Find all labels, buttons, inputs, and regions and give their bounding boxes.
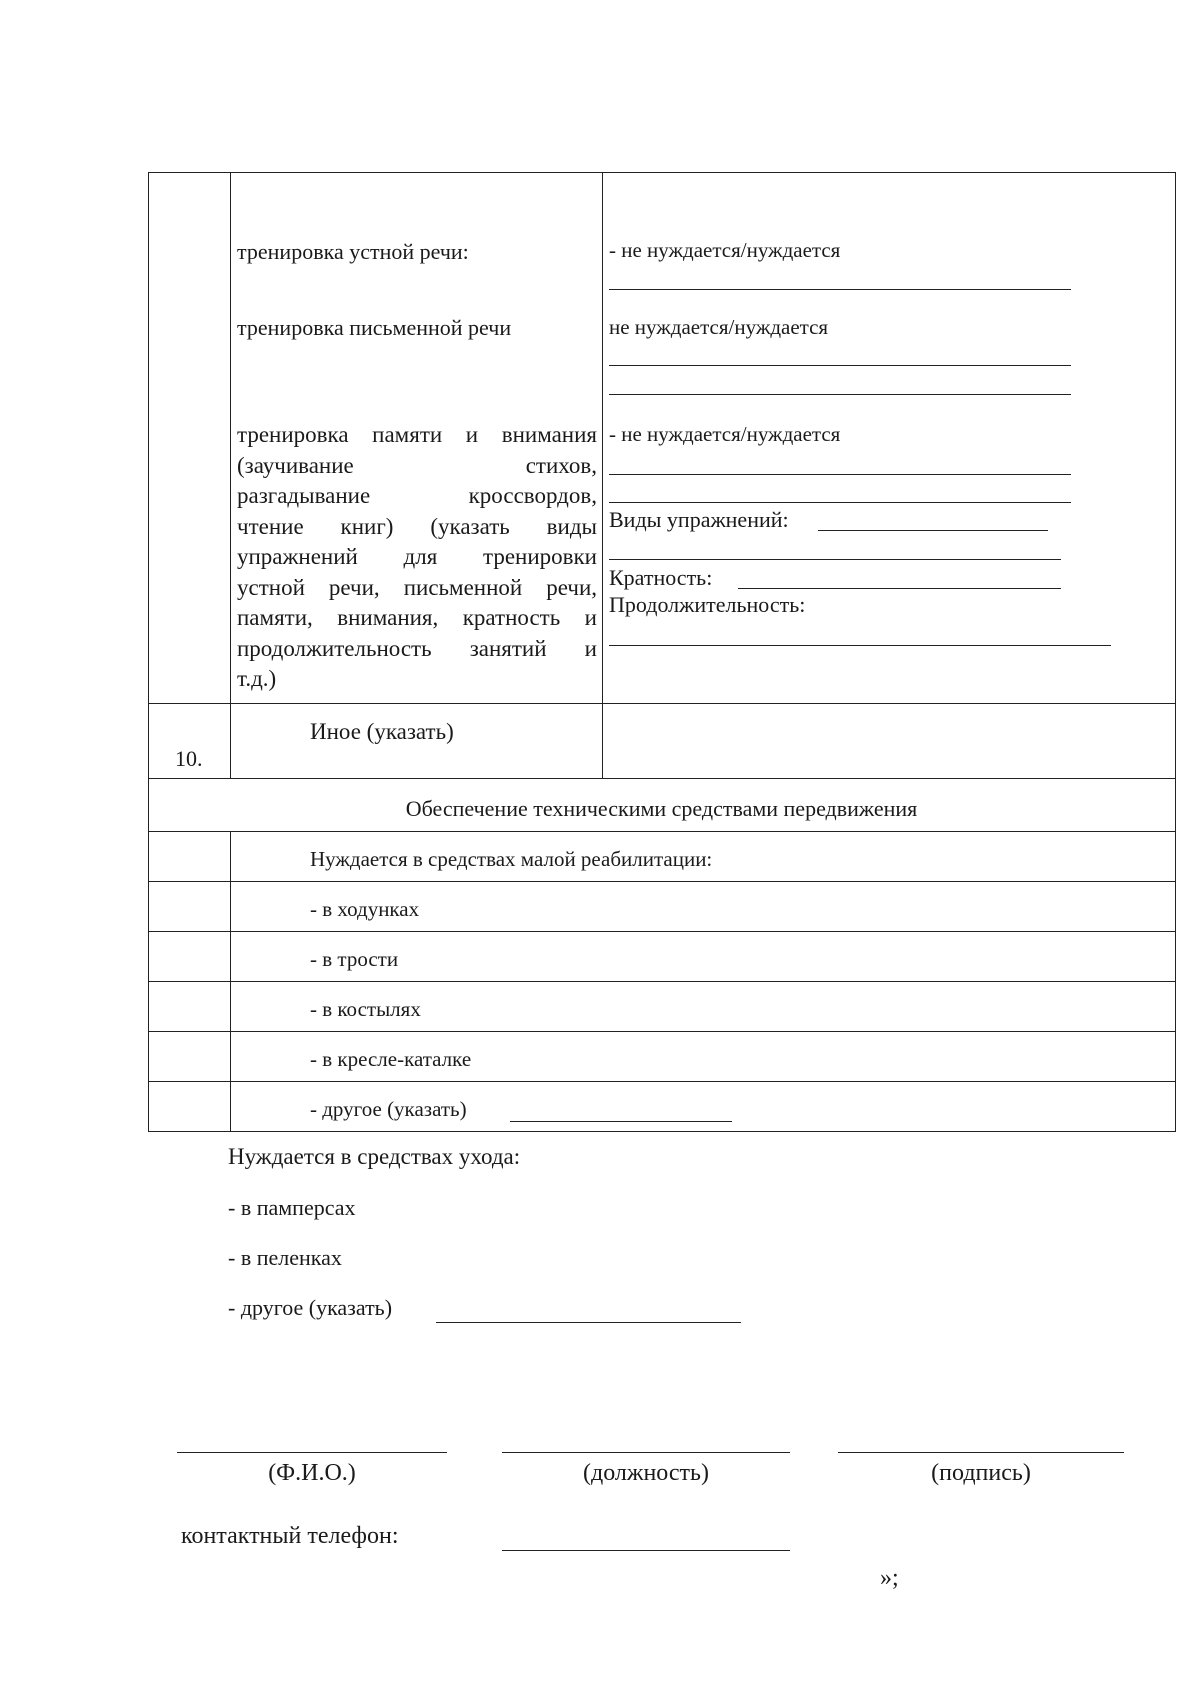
- list-item: - в трости: [310, 947, 399, 971]
- mobility-header: Обеспечение техническими средствами передвижения: [405, 796, 918, 821]
- written-speech-fill-line-2[interactable]: [609, 394, 1071, 395]
- list-item: - в кресле-каталке: [310, 1047, 472, 1071]
- list-item: - в памперсах: [228, 1195, 356, 1220]
- phone-fill-line[interactable]: [502, 1550, 790, 1551]
- memory-line-9: т.д.): [237, 666, 277, 691]
- exercises-label: Виды упражнений:: [609, 507, 789, 532]
- memory-line-3: разгадывание кроссвордов,: [237, 483, 597, 508]
- care-title: Нуждается в средствах ухода:: [228, 1144, 521, 1169]
- memory-line-1: тренировка памяти и внимания: [237, 422, 597, 447]
- memory-line-4: чтение книг) (указать виды: [237, 513, 597, 539]
- memory-training-label: [237, 420, 597, 695]
- other-label: Иное (указать): [310, 719, 454, 744]
- memory-line-2: (заучивание стихов,: [237, 452, 597, 478]
- exercises-fill-line-2[interactable]: [609, 559, 1061, 560]
- oral-speech-fill-line[interactable]: [609, 289, 1071, 290]
- sign-line[interactable]: [838, 1452, 1124, 1453]
- memory-line-5: упражнений для тренировки: [237, 544, 597, 569]
- position-line[interactable]: [502, 1452, 790, 1453]
- memory-line-6: устной речи, письменной речи,: [237, 574, 597, 600]
- frequency-label: Кратность:: [609, 565, 713, 590]
- closing-quote: »;: [880, 1565, 899, 1591]
- fio-line[interactable]: [177, 1452, 447, 1453]
- memory-need: - не нуждается/нуждается: [609, 422, 841, 446]
- oral-speech-need: - не нуждается/нуждается: [609, 238, 841, 262]
- memory-line-8: продолжительность занятий и: [237, 635, 597, 661]
- list-item: - в пеленках: [228, 1245, 342, 1270]
- memory-line-7: памяти, внимания, кратность и: [237, 605, 597, 630]
- list-item: - в костылях: [310, 997, 421, 1021]
- memory-fill-line-1[interactable]: [609, 474, 1071, 475]
- mobility-other-fill-line[interactable]: [510, 1121, 732, 1122]
- duration-label: Продолжительность:: [609, 592, 806, 617]
- written-speech-fill-line-1[interactable]: [609, 365, 1071, 366]
- oral-speech-label: тренировка устной речи:: [237, 239, 469, 264]
- list-item: - в ходунках: [310, 897, 420, 921]
- duration-fill-line[interactable]: [609, 645, 1111, 646]
- phone-label: контактный телефон:: [181, 1523, 399, 1549]
- fio-caption: (Ф.И.О.): [268, 1460, 356, 1486]
- row-number: 10.: [175, 746, 203, 771]
- sign-caption: (подпись): [931, 1460, 1031, 1486]
- care-other-fill-line[interactable]: [436, 1322, 741, 1323]
- list-item: - другое (указать): [228, 1295, 393, 1320]
- written-speech-need: не нуждается/нуждается: [609, 315, 829, 339]
- frequency-fill-line[interactable]: [738, 588, 1061, 589]
- exercises-fill-line[interactable]: [818, 530, 1048, 531]
- list-item: - другое (указать): [310, 1097, 467, 1121]
- memory-fill-line-2[interactable]: [609, 502, 1071, 503]
- list-item: Нуждается в средствах малой реабилитации:: [310, 847, 713, 871]
- written-speech-label: тренировка письменной речи: [237, 315, 512, 340]
- position-caption: (должность): [583, 1460, 709, 1486]
